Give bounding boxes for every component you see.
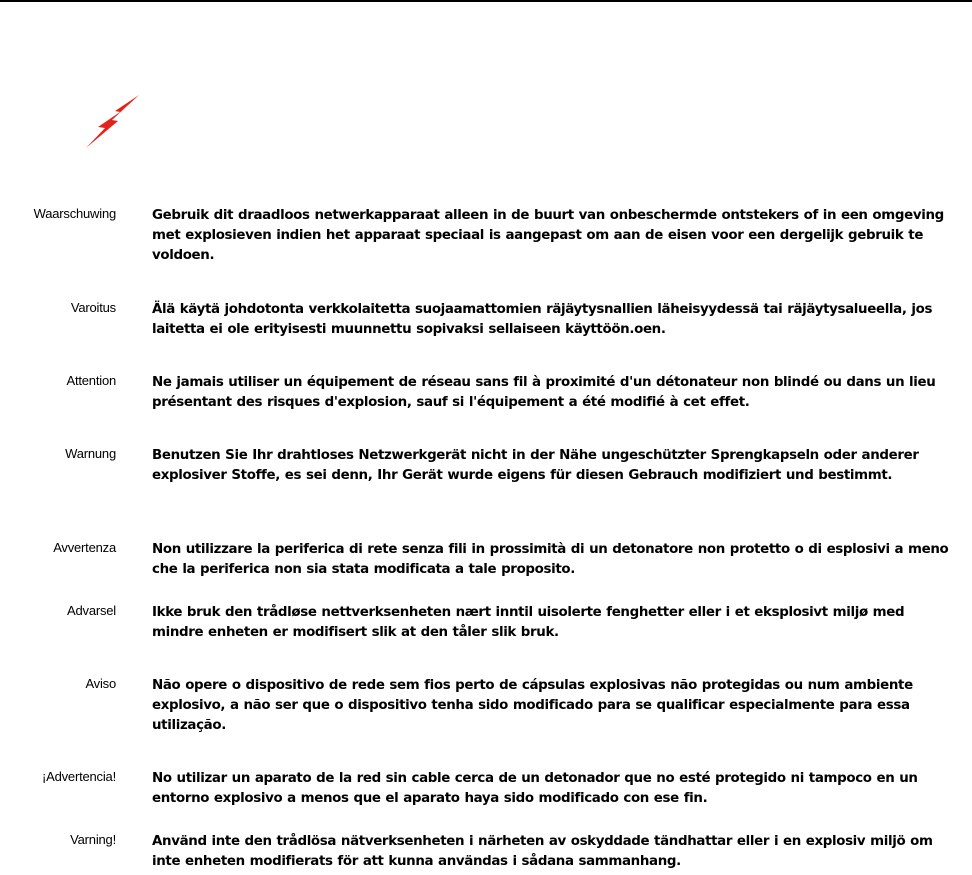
warning-text: Benutzen Sie Ihr drahtloses Netzwerkgerät nicht in der Nähe ungeschützter Sprengkapseln oder anderer explosiver Stoffe, es sei denn, Ihr Gerät wurde eigens für diesen Gebrauch modifiziert und bestimmt.	[152, 448, 919, 483]
warning-label: Avvertenza	[53, 540, 116, 555]
lightning-bolt-icon	[84, 95, 142, 149]
warning-label: Attention	[66, 373, 116, 388]
warning-label: Varning!	[70, 832, 116, 847]
warning-text: Non utilizzare la periferica di rete senza fili in prossimità di un detonatore non protetto o di esplosivi a meno che la periferica non sia stata modificata a tale proposito.	[152, 542, 949, 577]
warning-text: Använd inte den trådlösa nätverksenheten i närheten av oskyddade tändhattar eller i en explosiv miljö om inte enheten modifierats för att kunna användas i sådana sammanhang.	[152, 834, 933, 869]
warning-text: Gebruik dit draadloos netwerkapparaat alleen in de buurt van onbeschermde ontstekers of in een omgeving met explosieven indien het apparaat speciaal is aangepast om aan de eisen voor een dergelijk gebruik te voldoen.	[152, 208, 944, 263]
warning-text: No utilizar un aparato de la red sin cable cerca de un detonador que no esté protegido ni tampoco en un entorno explosivo a menos que el aparato haya sido modificado con ese fin.	[152, 771, 918, 806]
warning-label: Aviso	[85, 676, 116, 691]
lightning-bolt-shape	[86, 95, 139, 148]
top-rule	[0, 0, 972, 2]
warning-text: Ne jamais utiliser un équipement de réseau sans fil à proximité d'un détonateur non blindé ou dans un lieu présentant des risques d'explosion, sauf si l'équipement a été modifié à cet effet.	[152, 375, 936, 410]
warning-text: Älä käytä johdotonta verkkolaitetta suojaamattomien räjäytysnallien läheisyydessä tai räjäytysalueella, jos laitetta ei ole erityisesti muunnettu sopivaksi sellaiseen käyttöön.oen.	[152, 302, 933, 337]
warning-label: Waarschuwing	[33, 206, 116, 221]
warning-label: Varoitus	[70, 300, 116, 315]
warning-label: Advarsel	[67, 603, 116, 618]
warning-text: Não opere o dispositivo de rede sem fios perto de cápsulas explosivas não protegidas ou num ambiente explosivo, a não ser que o dispositivo tenha sido modificado para se qualificar especialmente para essa utilização.	[152, 678, 913, 733]
warning-label: Warnung	[65, 446, 116, 461]
warning-label: ¡Advertencia!	[42, 769, 116, 784]
warning-text: Ikke bruk den trådløse nettverksenheten nært inntil uisolerte fenghetter eller i et eksplosivt miljø med mindre enheten er modifisert slik at den tåler slik bruk.	[152, 605, 905, 640]
